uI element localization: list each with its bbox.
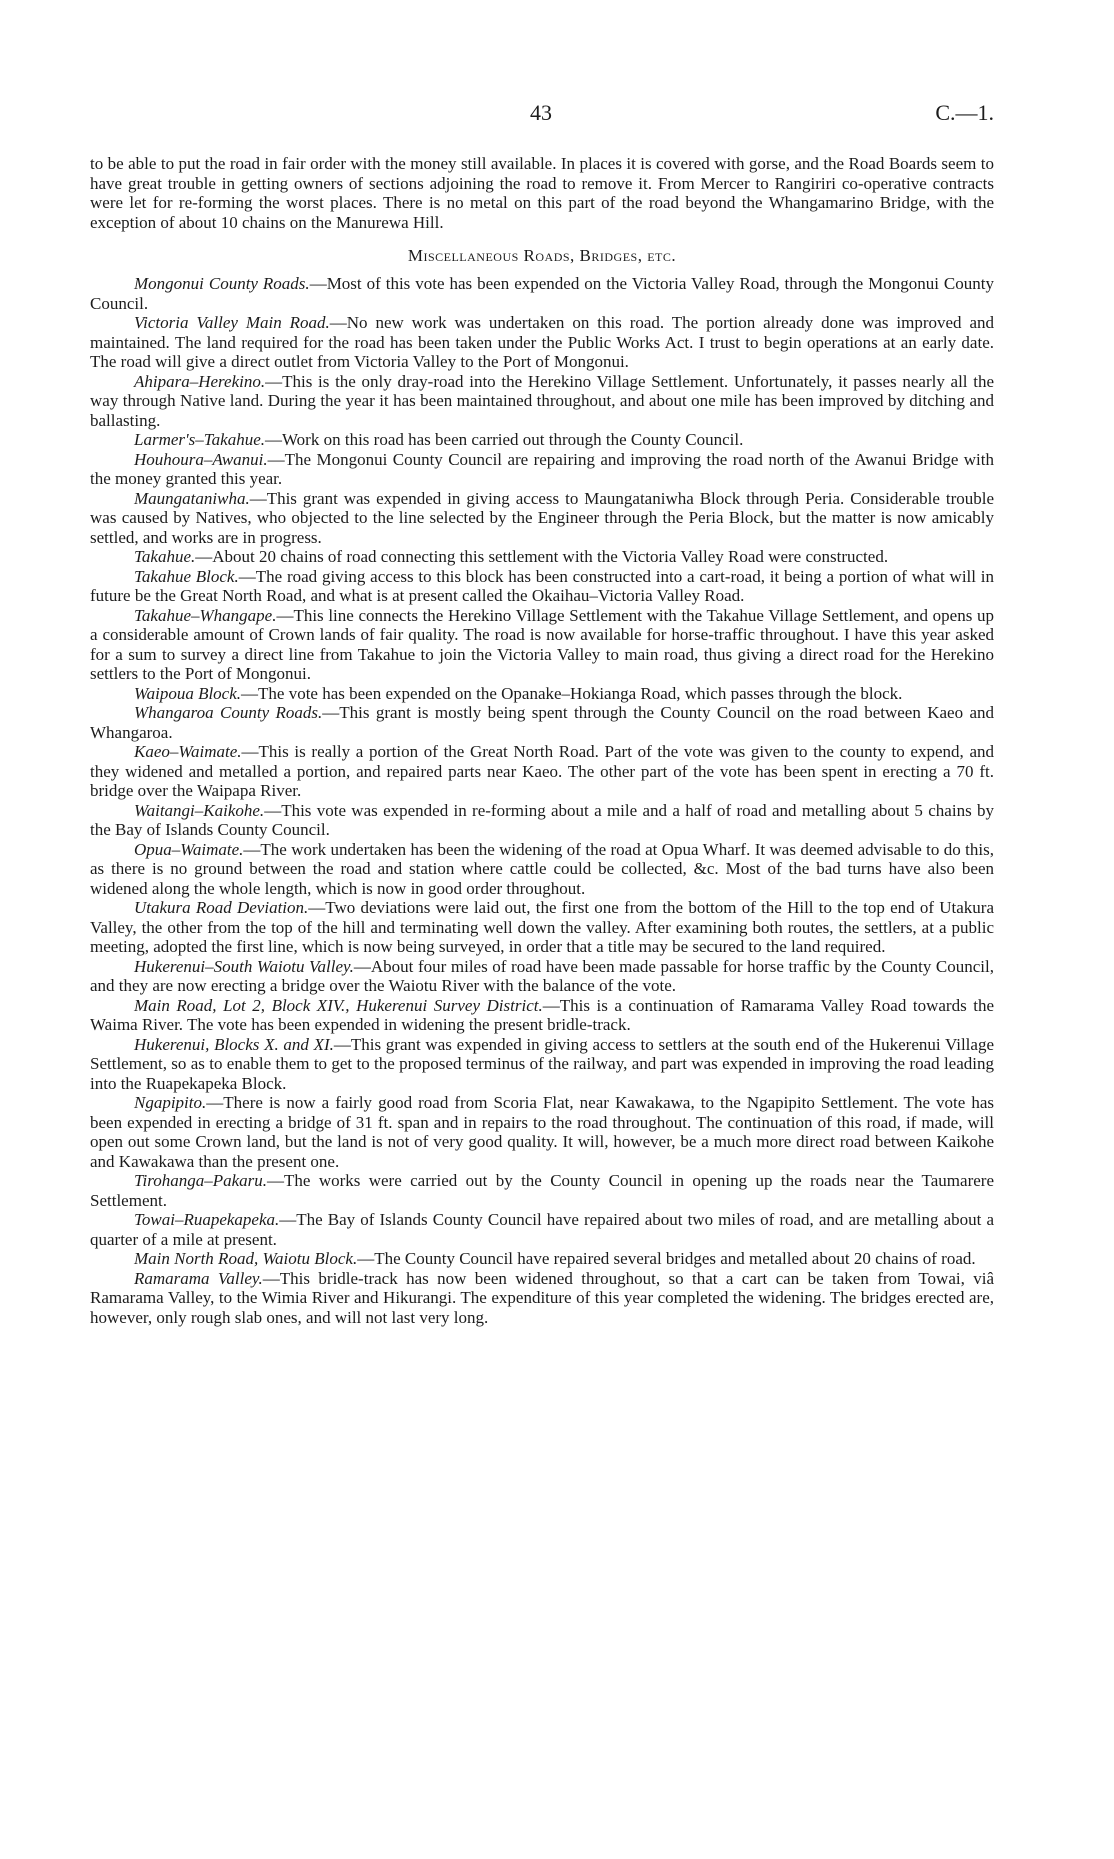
section-title: Towai–Ruapekapeka. (134, 1210, 280, 1229)
page-header (90, 100, 994, 138)
section-title: Tirohanga–Pakaru. (134, 1171, 268, 1190)
section-title: Ramarama Valley. (134, 1268, 263, 1288)
section-paragraph (90, 957, 994, 996)
section-title: Waitangi–Kaikohe. (134, 800, 265, 820)
section-title: Larmer's–Takahue. (134, 430, 265, 449)
section-text: —The Bay of Islands County Council have repaired about two miles of road, and are metalling about a quarter of a mile at present. (90, 1210, 994, 1249)
section-text: —No new work was undertaken on this road. The portion already done was improved and maintained. The land required for the road has been taken under the Public Works Act. I trust to begin operations at an early date. The road will give a direct outlet from Victoria Valley to the Port of Mongonui. (90, 313, 994, 371)
section-paragraph (90, 450, 994, 489)
section-text: —There is now a fairly good road from Scoria Flat, near Kawakawa, to the Ngapipito Settlement. The vote has been expended in erecting a bridge of 31 ft. span and in repairs to the road throughout. The continuation of this road, if made, will open out some Crown land, but the land is not of very good quality. It will, however, be a much more direct road between Kaikohe and Kawakawa than the present one. (90, 1093, 994, 1171)
section-paragraph (90, 1210, 994, 1249)
section-text: —This grant is mostly being spent through the County Council on the road between Kaeo and Whangaroa. (90, 703, 995, 742)
section-title: Takahue Block. (134, 566, 239, 586)
section-paragraph (90, 1035, 994, 1094)
section-heading-text: Miscellaneous Roads, Bridges, etc. (407, 246, 677, 265)
section-text: —This is a continuation of Ramarama Valley Road towards the Waima River. The vote has been expended in widening the present bridle-track. (90, 995, 994, 1034)
intro-paragraph: to be able to put the road in fair order with the money still available. In places it is covered with gorse, and the Road Boards seem to have great trouble in getting owners of sections adjoining the road to remove it. From Mercer to Rangiriri co-operative contracts were let for re-forming the worst places. There is no metal on this part of the road beyond the Whangamarino Bridge, with the exception of about 10 chains on the Manurewa Hill. (90, 154, 994, 232)
section-title: Ngapipito. (134, 1093, 207, 1112)
section-title: Victoria Valley Main Road. (134, 313, 330, 332)
section-title: Takahue–Whangape. (134, 605, 277, 625)
section-text: —The County Council have repaired several bridges and metalled about 20 chains of road. (357, 1249, 976, 1268)
section-paragraph (90, 1093, 994, 1171)
section-paragraph (90, 274, 994, 313)
section-text: —The Mongonui County Council are repairing and improving the road north of the Awanui Bridge with the money granted this year. (90, 449, 994, 488)
section-text: —About four miles of road have been made passable for horse traffic by the County Council, and they are now erecting a bridge over the Waiotu River with the balance of the vote. (90, 956, 994, 995)
section-text: —Most of this vote has been expended on the Victoria Valley Road, through the Mongonui County Council. (90, 274, 994, 313)
section-paragraph (90, 801, 994, 840)
section-text: —This is the only dray-road into the Herekino Village Settlement. Unfortunately, it passes nearly all the way through Native land. During the year it has been maintained throughout, and about one mile has been improved by ditching and ballasting. (90, 371, 994, 430)
section-text: —This grant was expended in giving access to settlers at the south end of the Hukerenui Village Settlement, so as to enable them to get to the proposed terminus of the railway, and part was expended in improving the road leading into the Ruapekapeka Block. (90, 1034, 994, 1093)
section-title: Hukerenui–South Waiotu Valley. (134, 956, 354, 976)
section-heading (90, 246, 994, 266)
section-paragraph (90, 313, 994, 372)
section-text: —This vote was expended in re-forming about a mile and a half of road and metalling about 5 chains by the Bay of Islands County Council. (90, 800, 994, 839)
section-paragraph (90, 430, 994, 450)
section-title: Opua–Waimate. (134, 839, 244, 859)
sections-list (90, 274, 994, 1327)
section-title: Maungataniwha. (134, 488, 250, 508)
section-title: Hukerenui, Blocks X. and XI. (134, 1034, 334, 1054)
section-title: Waipoua Block. (134, 683, 242, 703)
section-text: —This line connects the Herekino Village Settlement with the Takahue Village Settlement, and opens up a considerable amount of Crown lands of fair quality. The road is now available for horse-traffic throughout. I have this year asked for a sum to survey a direct line from Takahue to join the Victoria Valley to main road, thus giving a direct road for the Herekino settlers to the Port of Mongonui. (90, 605, 994, 683)
section-text: —This is really a portion of the Great North Road. Part of the vote was given to the county to expend, and they widened and metalled a portion, and repaired parts near Kaeo. The other part of the vote has been spent in erecting a 70 ft. bridge over the Waipapa River. (90, 742, 994, 800)
section-paragraph (90, 372, 994, 431)
section-paragraph (90, 567, 994, 606)
page-number: 43 (530, 100, 552, 125)
section-paragraph (90, 840, 994, 899)
section-text: —About 20 chains of road connecting this settlement with the Victoria Valley Road were constructed. (195, 547, 889, 566)
section-title: Main North Road, Waiotu Block. (134, 1249, 358, 1268)
section-text: —The works were carried out by the County Council in opening up the roads near the Taumarere Settlement. (90, 1171, 994, 1210)
section-title: Main Road, Lot 2, Block XIV., Hukerenui Survey District. (134, 995, 543, 1015)
section-text: —The work undertaken has been the widening of the road at Opua Wharf. It was deemed advisable to do this, as there is no ground between the road and station where cattle could be collected, &c. Most of the bad turns have also been widened along the whole length, which is now in good order throughout. (90, 839, 994, 898)
section-title: Ahipara–Herekino. (134, 371, 266, 391)
section-paragraph (90, 606, 994, 684)
document-page (90, 100, 994, 1327)
section-paragraph (90, 703, 994, 742)
section-text: —The vote has been expended on the Opanake–Hokianga Road, which passes through the block. (241, 683, 903, 703)
document-reference: C.—1. (935, 100, 994, 125)
section-paragraph (90, 489, 994, 548)
section-paragraph (90, 742, 994, 801)
section-text: —Work on this road has been carried out through the County Council. (265, 430, 744, 449)
section-paragraph (90, 1249, 994, 1269)
section-paragraph (90, 1171, 994, 1210)
section-paragraph (90, 684, 994, 704)
section-text: —The road giving access to this block has been constructed into a cart-road, it being a portion of what will in future be the Great North Road, and what is at present called the Okaihau–Victoria Valley Road. (90, 566, 994, 605)
section-text: —This grant was expended in giving access to Maungataniwha Block through Peria. Considerable trouble was caused by Natives, who objected to the line selected by the Engineer through the Peria Block, but the matter is now amicably settled, and works are in progress. (90, 488, 994, 547)
section-text: —This bridle-track has now been widened throughout, so that a cart can be taken from Towai, viâ Ramarama Valley, to the Wimia River and Hikurangi. The expenditure of this year completed the widening. The bridges erected are, however, only rough slab ones, and will not last very long. (90, 1268, 994, 1327)
section-paragraph (90, 1269, 994, 1328)
section-title: Mongonui County Roads. (134, 274, 310, 293)
section-paragraph (90, 547, 994, 567)
section-paragraph (90, 996, 994, 1035)
section-paragraph (90, 898, 994, 957)
section-title: Utakura Road Deviation. (134, 898, 309, 917)
section-title: Houhoura–Awanui. (134, 449, 268, 469)
section-title: Takahue. (134, 547, 196, 566)
section-title: Whangaroa County Roads. (134, 703, 323, 722)
section-title: Kaeo–Waimate. (134, 742, 242, 761)
section-text: —Two deviations were laid out, the first one from the bottom of the Hill to the top end of Utakura Valley, the other from the top of the hill and terminating well down the valley. After examining both routes, the settlers, at a public meeting, adopted the first line, which is now being surveyed, in order that a title may be secured to the land required. (90, 898, 994, 956)
